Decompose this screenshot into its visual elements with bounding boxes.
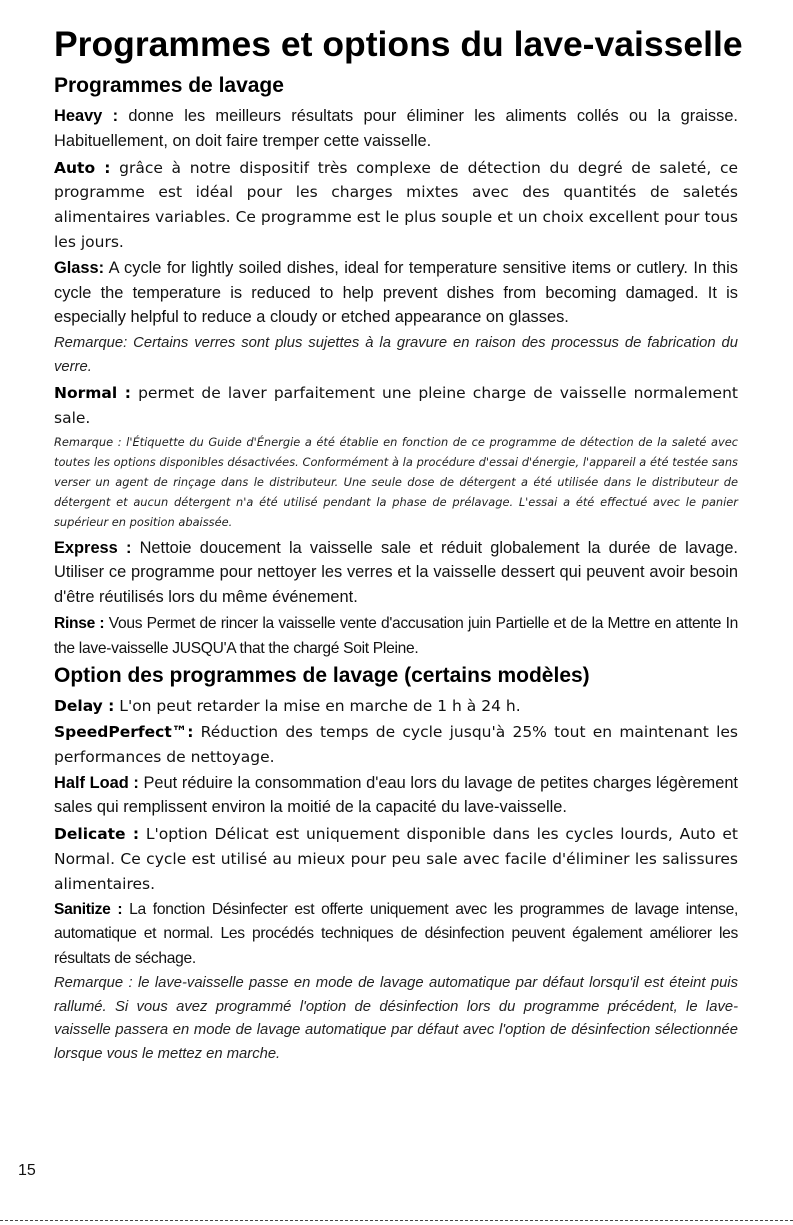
paragraph-delay — [54, 694, 738, 719]
text-auto: grâce à notre dispositif très complexe de détection du degré de saleté, ce programme est idéal pour les charges mixtes avec des quantités de saletés alimentaires variables. Ce programme est le plus souple et un choix excellent pour tous les jours. — [54, 158, 738, 251]
text-delay: L'on peut retarder la mise en marche de 1 h à 24 h. — [114, 697, 521, 716]
note-sanitize: Remarque : le lave-vaisselle passe en mode de lavage automatique par défaut lorsqu'il est éteint puis rallumé. Si vous avez programmé l'option de désinfection lors du programme précédent, le lave-vaisselle passera en mode de lavage automatique par défaut avec l'option de désinfection sélectionnée lorsque vous le mettez en marche. — [54, 975, 738, 1062]
term-auto: Auto : — [54, 158, 111, 177]
section-heading-options: Option des programmes de lavage (certains modèles) — [54, 664, 590, 688]
page-title: Programmes et options du lave-vaisselle — [54, 24, 743, 64]
page-number: 15 — [18, 1162, 36, 1179]
paragraph-delicate — [54, 822, 738, 896]
footer-divider — [0, 1220, 793, 1221]
term-heavy: Heavy : — [54, 107, 119, 125]
term-sanitize: Sanitize : — [54, 900, 123, 918]
paragraph-sanitize — [54, 898, 738, 972]
manual-page — [54, 22, 743, 1068]
text-speedperfect: Réduction des temps de cycle jusqu'à 25% tout en maintenant les performances de nettoyage. — [54, 722, 738, 766]
paragraph-normal — [54, 381, 738, 431]
note-glass: Remarque: Certains verres sont plus sujettes à la gravure en raison des processus de fabrication du verre. — [54, 335, 738, 375]
text-rinse: Vous Permet de rincer la vaisselle vente d'accusation juin Partielle et de la Mettre en attente In the lave-vaisselle JUSQU'A that the chargé Soit Pleine. — [54, 614, 738, 657]
text-heavy: donne les meilleurs résultats pour éliminer les aliments collés ou la graisse. Habituellement, on doit faire tremper cette vaisselle. — [54, 107, 738, 150]
paragraph-glass — [54, 256, 738, 330]
text-express: Nettoie doucement la vaisselle sale et réduit globalement la durée de lavage. Utiliser ce programme pour nettoyer les verres et la vaisselle dessert qui peuvent avoir besoin d'être réutilisés lors du même événement. — [54, 538, 738, 607]
section-heading-programmes: Programmes de lavage — [54, 74, 284, 97]
term-speedperfect: SpeedPerfect™: — [54, 722, 194, 741]
text-half-load: Peut réduire la consommation d'eau lors du lavage de petites charges légèrement sales qui remplissent environ la moitié de la capacité du lave-vaisselle. — [54, 773, 738, 817]
term-express: Express : — [54, 538, 132, 557]
paragraph-speedperfect — [54, 720, 738, 770]
paragraph-half-load — [54, 771, 738, 821]
term-rinse: Rinse : — [54, 614, 105, 632]
term-delicate: Delicate : — [54, 825, 140, 844]
text-normal: permet de laver parfaitement une pleine charge de vaisselle normalement sale. — [54, 383, 738, 427]
text-glass: A cycle for lightly soiled dishes, ideal for temperature sensitive items or cutlery. In this cycle the temperature is reduced to help prevent dishes from becoming damaged. It is especially helpful to reduce a cloudy or etched appearance on glasses. — [54, 258, 738, 327]
term-glass: Glass: — [54, 258, 105, 277]
term-delay: Delay : — [54, 697, 115, 716]
paragraph-auto — [54, 156, 738, 255]
note-normal: Remarque : l'Étiquette du Guide d'Énergie a été établie en fonction de ce programme de détection de la saleté avec toutes les options disponibles désactivées. Conformément à la procédure d'essai d'énergie, l'appareil a été testée sans verser un agent de rinçage dans le distributeur. Une seule dose de détergent a été utilisée dans le distributeur de détergent et aucun détergent n'a été utilisé pendant la phase de prélavage. L'essai a été effectué avec le panier supérieur en position abaissée. — [54, 434, 738, 529]
paragraph-heavy — [54, 104, 738, 154]
term-half-load: Half Load : — [54, 773, 139, 792]
paragraph-rinse — [54, 612, 738, 661]
text-sanitize: La fonction Désinfecter est offerte uniquement avec les programmes de lavage intense, automatique et normal. Les procédés techniques de désinfection peuvent également améliorer les résultats de séchage. — [54, 900, 738, 967]
text-delicate: L'option Délicat est uniquement disponible dans les cycles lourds, Auto et Normal. Ce cycle est utilisé au mieux pour peu sale avec facile d'éliminer les salissures alimentaires. — [54, 825, 739, 893]
term-normal: Normal : — [54, 383, 131, 402]
paragraph-express — [54, 536, 738, 610]
